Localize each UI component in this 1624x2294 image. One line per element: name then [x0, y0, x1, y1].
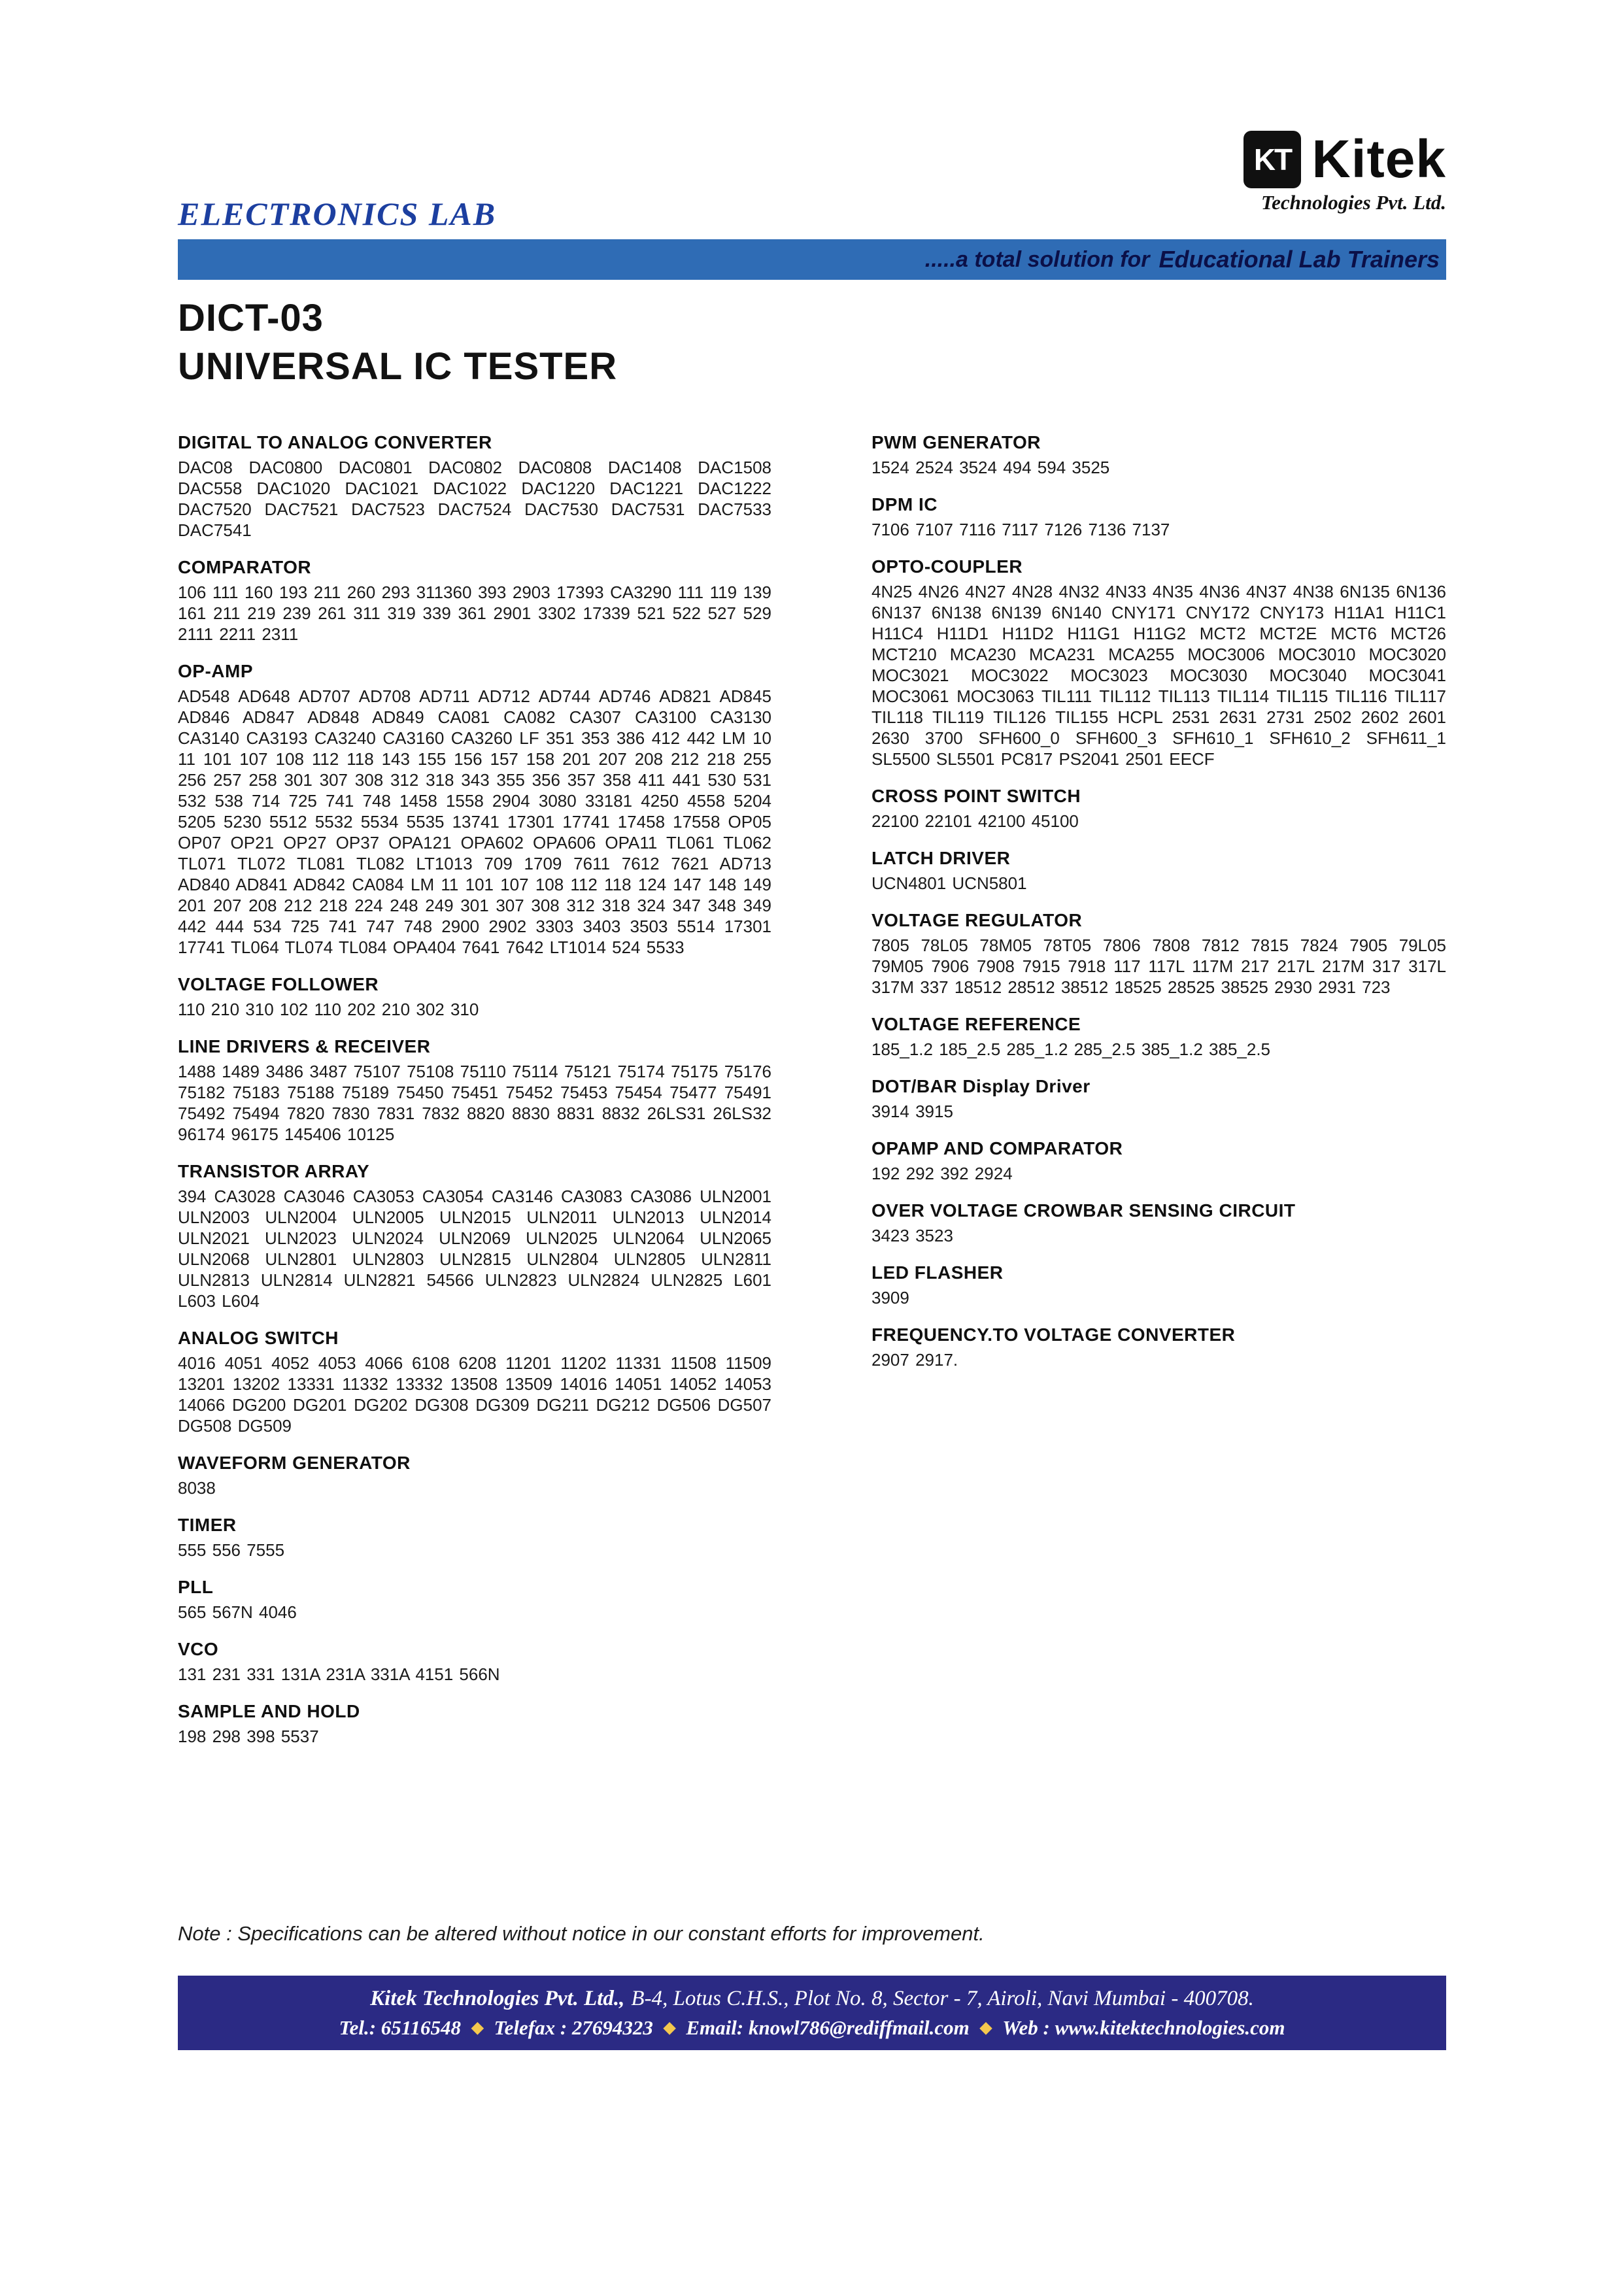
- tagline-lead: .....a total solution for: [924, 246, 1150, 272]
- section-voltage-follower: [178, 973, 771, 1020]
- section-ic-list: 110 210 310 102 110 202 210 302 310: [178, 1000, 479, 1019]
- header-tagline-bar: [178, 239, 1446, 280]
- left-column: [178, 431, 771, 1747]
- section-ic-list: 106 111 160 193 211 260 293 311360 393 2903 17393 CA3290 111 119 139 161 211 219 239 261 311 319 339 361 2901 3302 17339 521 522 527 529 2111 2211 2311: [178, 582, 771, 644]
- section-heading: TIMER: [178, 1515, 237, 1535]
- right-column: [871, 431, 1446, 1747]
- tagline-emphasis: Educational Lab Trainers: [1159, 246, 1440, 273]
- kitek-logo: [1243, 131, 1446, 214]
- section-ic-list: 555 556 7555: [178, 1540, 285, 1560]
- ic-listing: [178, 431, 1446, 1747]
- footer-bar: [178, 1976, 1446, 2050]
- section-cross-point-switch: [871, 785, 1446, 832]
- diamond-separator-icon: ◆: [471, 2019, 484, 2036]
- section-opamp-and-comparator: [871, 1138, 1446, 1184]
- section-ic-list: 131 231 331 131A 231A 331A 4151 566N: [178, 1664, 500, 1684]
- section-ic-list: 565 567N 4046: [178, 1602, 297, 1622]
- kitek-monogram-icon: KT: [1243, 131, 1301, 188]
- section-ic-list: 7805 78L05 78M05 78T05 7806 7808 7812 7815 7824 7905 79L05 79M05 7906 7908 7915 7918 117 117L 117M 217 217L 217M 317 317L 317M 337 18512 28512 38512 18525 28525 38525 2930 2931 723: [871, 936, 1446, 997]
- section-ic-list: 3914 3915: [871, 1102, 953, 1121]
- section-ic-list: 7106 7107 7116 7117 7126 7136 7137: [871, 520, 1170, 539]
- section-voltage-reference: [871, 1013, 1446, 1060]
- section-opto-coupler: [871, 556, 1446, 769]
- section-heading: FREQUENCY.TO VOLTAGE CONVERTER: [871, 1324, 1236, 1345]
- section-ic-list: 185_1.2 185_2.5 285_1.2 285_2.5 385_1.2 385_2.5: [871, 1039, 1271, 1059]
- section-heading: WAVEFORM GENERATOR: [178, 1453, 411, 1473]
- section-ic-list: UCN4801 UCN5801: [871, 873, 1027, 893]
- section-pwm-generator: [871, 431, 1446, 478]
- electronics-lab-title: ELECTRONICS LAB: [178, 195, 497, 232]
- section-digital-to-analog-converter: [178, 431, 771, 541]
- section-ic-list: 1488 1489 3486 3487 75107 75108 75110 75114 75121 75174 75175 75176 75182 75183 75188 75189 75450 75451 75452 75453 75454 75477 75491 75492 75494 7820 7830 7831 7832 8820 8830 8831 8832 26LS31 26LS32 96174 96175 145406 10125: [178, 1062, 771, 1144]
- section-led-flasher: [871, 1262, 1446, 1308]
- section-heading: CROSS POINT SWITCH: [871, 786, 1081, 806]
- section-heading: VOLTAGE REFERENCE: [871, 1014, 1081, 1034]
- section-ic-list: 3909: [871, 1288, 909, 1307]
- title-block: [178, 299, 617, 386]
- section-heading: ANALOG SWITCH: [178, 1328, 339, 1348]
- section-heading: OVER VOLTAGE CROWBAR SENSING CIRCUIT: [871, 1200, 1296, 1221]
- section-latch-driver: [871, 847, 1446, 894]
- kitek-logo-subtitle: Technologies Pvt. Ltd.: [1261, 191, 1446, 214]
- diamond-separator-icon: ◆: [663, 2019, 676, 2036]
- kitek-brand-name: Kitek: [1311, 129, 1446, 189]
- footer-web: Web : www.kitektechnologies.com: [1002, 2016, 1285, 2039]
- footer-email: Email: knowl786@rediffmail.com: [686, 2016, 970, 2039]
- section-heading: OPAMP AND COMPARATOR: [871, 1138, 1123, 1158]
- section-heading: LED FLASHER: [871, 1262, 1004, 1283]
- section-ic-list: 4016 4051 4052 4053 4066 6108 6208 11201 11202 11331 11508 11509 13201 13202 13331 11332 13332 13508 13509 14016 14051 14052 14053 14066 DG200 DG201 DG202 DG308 DG309 DG211 DG212 DG506 DG507 DG508 DG509: [178, 1353, 771, 1436]
- section-heading: DPM IC: [871, 494, 938, 514]
- section-heading: PLL: [178, 1577, 214, 1597]
- section-dpm-ic: [871, 494, 1446, 540]
- section-heading: VOLTAGE FOLLOWER: [178, 974, 379, 994]
- section-ic-list: 8038: [178, 1478, 216, 1498]
- section-ic-list: 1524 2524 3524 494 594 3525: [871, 458, 1110, 477]
- product-title: UNIVERSAL IC TESTER: [178, 345, 618, 388]
- section-ic-list: DAC08 DAC0800 DAC0801 DAC0802 DAC0808 DAC1408 DAC1508 DAC558 DAC1020 DAC1021 DAC1022 DAC1220 DAC1221 DAC1222 DAC7520 DAC7521 DAC7523 DAC7524 DAC7530 DAC7531 DAC7533 DAC7541: [178, 458, 771, 540]
- footer-telefax: Telefax : 27694323: [494, 2016, 653, 2039]
- section-sample-and-hold: [178, 1700, 771, 1747]
- section-dot-bar-display-driver: [871, 1075, 1446, 1122]
- section-over-voltage-crowbar-sensing-circuit: [871, 1200, 1446, 1246]
- section-heading: OP-AMP: [178, 661, 253, 681]
- section-analog-switch: [178, 1327, 771, 1436]
- diamond-separator-icon: ◆: [979, 2019, 992, 2036]
- section-line-drivers-receiver: [178, 1036, 771, 1145]
- footer-contact-line: [339, 2016, 1285, 2040]
- kitek-logo-row: [1243, 131, 1446, 188]
- section-ic-list: 394 CA3028 CA3046 CA3053 CA3054 CA3146 CA3083 CA3086 ULN2001 ULN2003 ULN2004 ULN2005 ULN2015 ULN2011 ULN2013 ULN2014 ULN2021 ULN2023 ULN2024 ULN2069 ULN2025 ULN2064 ULN2065 ULN2068 ULN2801 ULN2803 ULN2815 ULN2804 ULN2805 ULN2811 ULN2813 ULN2814 ULN2821 54566 ULN2823 ULN2824 ULN2825 L601 L603 L604: [178, 1187, 771, 1311]
- section-ic-list: 2907 2917.: [871, 1350, 958, 1370]
- section-heading: LATCH DRIVER: [871, 848, 1011, 868]
- section-heading: COMPARATOR: [178, 557, 312, 577]
- section-heading: SAMPLE AND HOLD: [178, 1701, 360, 1721]
- section-heading: DOT/BAR Display Driver: [871, 1076, 1091, 1096]
- section-heading: VCO: [178, 1639, 219, 1659]
- section-ic-list: AD548 AD648 AD707 AD708 AD711 AD712 AD744 AD746 AD821 AD845 AD846 AD847 AD848 AD849 CA081 CA082 CA307 CA3100 CA3130 CA3140 CA3193 CA3240 CA3160 CA3260 LF 351 353 386 412 442 LM 10 11 101 107 108 112 118 143 155 156 157 158 201 207 208 212 218 255 256 257 258 301 307 308 312 318 343 355 356 357 358 411 441 530 531 532 538 714 725 741 748 1458 1558 2904 3080 33181 4250 4558 5204 5205 5230 5512 5532 5534 5535 13741 17301 17741 17458 17558 OP05 OP07 OP21 OP27 OP37 OPA121 OPA602 OPA606 OPA11 TL061 TL062 TL071 TL072 TL081 TL082 LT1013 709 1709 7611 7612 7621 AD713 AD840 AD841 AD842 CA084 LM 11 101 107 108 112 118 124 147 148 149 201 207 208 212 218 224 248 249 301 307 308 312 318 324 347 348 349 442 444 534 725 741 747 748 2900 2902 3303 3403 3503 5514 17301 17741 TL064 TL074 TL084 OPA404 7641 7642 LT1014 524 5533: [178, 686, 771, 957]
- section-timer: [178, 1514, 771, 1560]
- section-ic-list: 22100 22101 42100 45100: [871, 811, 1079, 831]
- section-heading: PWM GENERATOR: [871, 432, 1041, 452]
- section-transistor-array: [178, 1160, 771, 1311]
- footer-company-name: Kitek Technologies Pvt. Ltd.,: [370, 1986, 625, 2010]
- section-ic-list: 4N25 4N26 4N27 4N28 4N32 4N33 4N35 4N36 4N37 4N38 6N135 6N136 6N137 6N138 6N139 6N140 CNY171 CNY172 CNY173 H11A1 H11C1 H11C4 H11D1 H11D2 H11G1 H11G2 MCT2 MCT2E MCT6 MCT26 MCT210 MCA230 MCA231 MCA255 MOC3006 MOC3010 MOC3020 MOC3021 MOC3022 MOC3023 MOC3030 MOC3040 MOC3041 MOC3061 MOC3063 TIL111 TIL112 TIL113 TIL114 TIL115 TIL116 TIL117 TIL118 TIL119 TIL126 TIL155 HCPL 2531 2631 2731 2502 2602 2601 2630 3700 SFH600_0 SFH600_3 SFH610_1 SFH610_2 SFH611_1 SL5500 SL5501 PC817 PS2041 2501 EECF: [871, 582, 1446, 769]
- section-heading: VOLTAGE REGULATOR: [871, 910, 1083, 930]
- section-heading: TRANSISTOR ARRAY: [178, 1161, 370, 1181]
- footer-address: B-4, Lotus C.H.S., Plot No. 8, Sector - 7, Airoli, Navi Mumbai - 400708.: [631, 1986, 1254, 2010]
- section-comparator: [178, 556, 771, 645]
- footer-tel: Tel.: 65116548: [339, 2016, 462, 2039]
- section-frequency-to-voltage-converter: [871, 1324, 1446, 1370]
- section-pll: [178, 1576, 771, 1623]
- section-ic-list: 198 298 398 5537: [178, 1727, 319, 1746]
- section-voltage-regulator: [871, 909, 1446, 998]
- section-waveform-generator: [178, 1452, 771, 1498]
- specifications-note: Note : Specifications can be altered without notice in our constant efforts for improvement.: [178, 1922, 985, 1945]
- product-model: DICT-03: [178, 297, 324, 339]
- section-heading: DIGITAL TO ANALOG CONVERTER: [178, 432, 492, 452]
- section-ic-list: 3423 3523: [871, 1226, 953, 1245]
- section-heading: LINE DRIVERS & RECEIVER: [178, 1036, 431, 1056]
- footer-address-line: [370, 1987, 1254, 2011]
- section-op-amp: [178, 660, 771, 958]
- section-vco: [178, 1638, 771, 1685]
- section-heading: OPTO-COUPLER: [871, 556, 1023, 577]
- section-ic-list: 192 292 392 2924: [871, 1164, 1013, 1183]
